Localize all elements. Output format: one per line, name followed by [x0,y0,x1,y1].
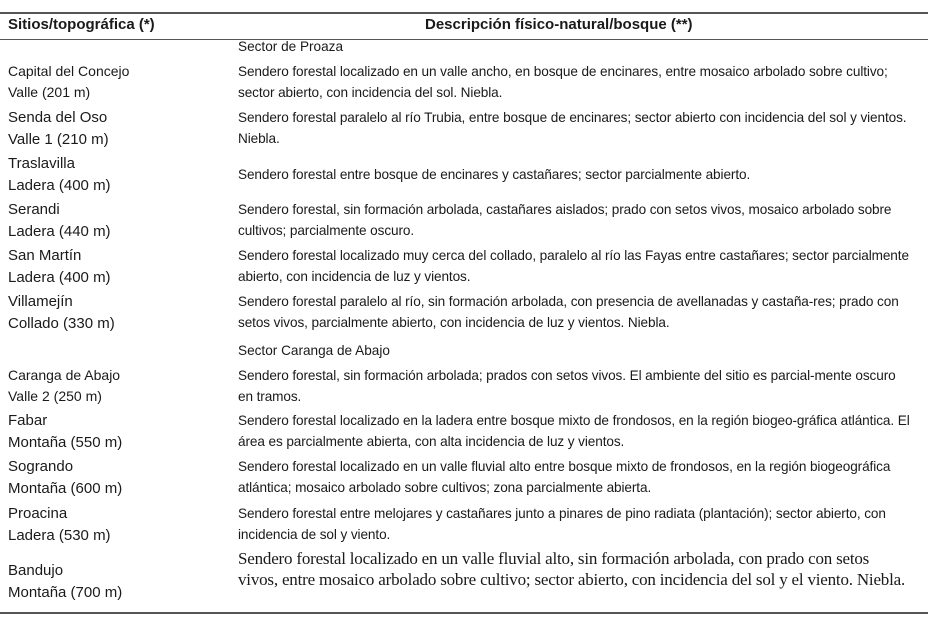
site-topography: Collado (330 m) [8,315,115,332]
site-name: Capital del Concejo [8,63,130,79]
site-name: Serandi [8,201,60,218]
site-name: Sogrando [8,458,74,475]
description-cell: Sendero forestal, sin formación arbolada; prados con setos vivos. El ambiente del sitio es parcial-mente oscuro en tramos. [238,368,896,404]
description-cell: Sendero forestal entre melojares y castañares junto a pinares de pino radiata (plantación); sector abierto, con incidencia de sol y viento. [238,506,886,542]
site-cell [8,291,228,335]
site-topography: Montaña (600 m) [8,480,123,497]
description-cell: Sendero forestal paralelo al río, sin formación arbolada, con presencia de avellanadas y castaña-res; prado con setos vivos, parcialmente abierto, con incidencia de luz y vientos. Niebla. [238,294,899,330]
site-topography: Montaña (700 m) [8,584,123,601]
site-topography: Ladera (530 m) [8,527,111,544]
site-topography: Ladera (440 m) [8,223,111,240]
header-description: Descripción físico-natural/bosque (**) [425,16,693,33]
site-name: San Martín [8,247,82,264]
description-cell: Sendero forestal entre bosque de encinares y castañares; sector parcialmente abierto. [238,167,751,182]
site-topography: Ladera (400 m) [8,269,111,286]
site-topography: Ladera (400 m) [8,177,111,194]
site-name: Villamejín [8,293,73,310]
site-cell [8,107,228,151]
site-topography: Valle (201 m) [8,84,91,100]
description-cell: Sendero forestal localizado en un valle fluvial alto entre bosque mixto de frondosos, en la región biogeográfica atlántica; mosaico arbolado sobre cultivos; zona parcialmente abierta. [238,459,891,495]
description-cell: Sendero forestal localizado en un valle ancho, en bosque de encinares, entre mosaico arbolado sobre cultivo; sector abierto, con incidencia del sol. Niebla. [238,64,888,100]
site-name: Traslavilla [8,155,75,172]
description-cell: Sendero forestal localizado en la ladera entre bosque mixto de frondosos, en la región biogeo-gráfica atlántica. El área es parcialmente abierta, con alta incidencia de luz y vientos. [238,413,910,449]
description-cell: Sendero forestal, sin formación arbolada, castañares aislados; prado con setos vivos, mosaico arbolado sobre cultivos; parcialmente oscuro. [238,202,892,238]
site-name: Proacina [8,505,68,522]
site-name: Bandujo [8,562,64,579]
site-name: Fabar [8,412,48,429]
sector-label: Sector de Proaza [238,39,344,54]
site-cell [8,61,228,103]
site-cell [8,503,228,547]
bottom-rule [0,612,928,614]
site-topography: Valle 2 (250 m) [8,388,102,404]
description-cell: Sendero forestal localizado en un valle fluvial alto, sin formación arbolada, con prado con setos vivos, entre mosaico arbolado sobre cultivo; sector abierto, con incidencia del sol y el viento. Niebla. [238,549,906,589]
site-cell [8,153,228,197]
description-cell: Sendero forestal paralelo al río Trubia, entre bosque de encinares; sector abierto con incidencia del sol y vientos. Niebla. [238,110,907,146]
site-cell [8,199,228,243]
site-cell [8,560,228,604]
sector-label: Sector Caranga de Abajo [238,343,390,358]
site-topography: Valle 1 (210 m) [8,131,109,148]
site-topography: Montaña (550 m) [8,434,123,451]
header-rule [0,39,928,40]
site-cell [8,365,228,407]
site-cell [8,456,228,500]
top-rule [0,12,928,14]
site-name: Caranga de Abajo [8,367,121,383]
description-cell: Sendero forestal localizado muy cerca del collado, paralelo al río las Fayas entre castañares; sector parcialmente abierto, con incidencia de luz y vientos. [238,248,909,284]
header-sites: Sitios/topográfica (*) [8,16,155,33]
site-cell [8,410,228,454]
site-name: Senda del Oso [8,109,108,126]
site-cell [8,245,228,289]
